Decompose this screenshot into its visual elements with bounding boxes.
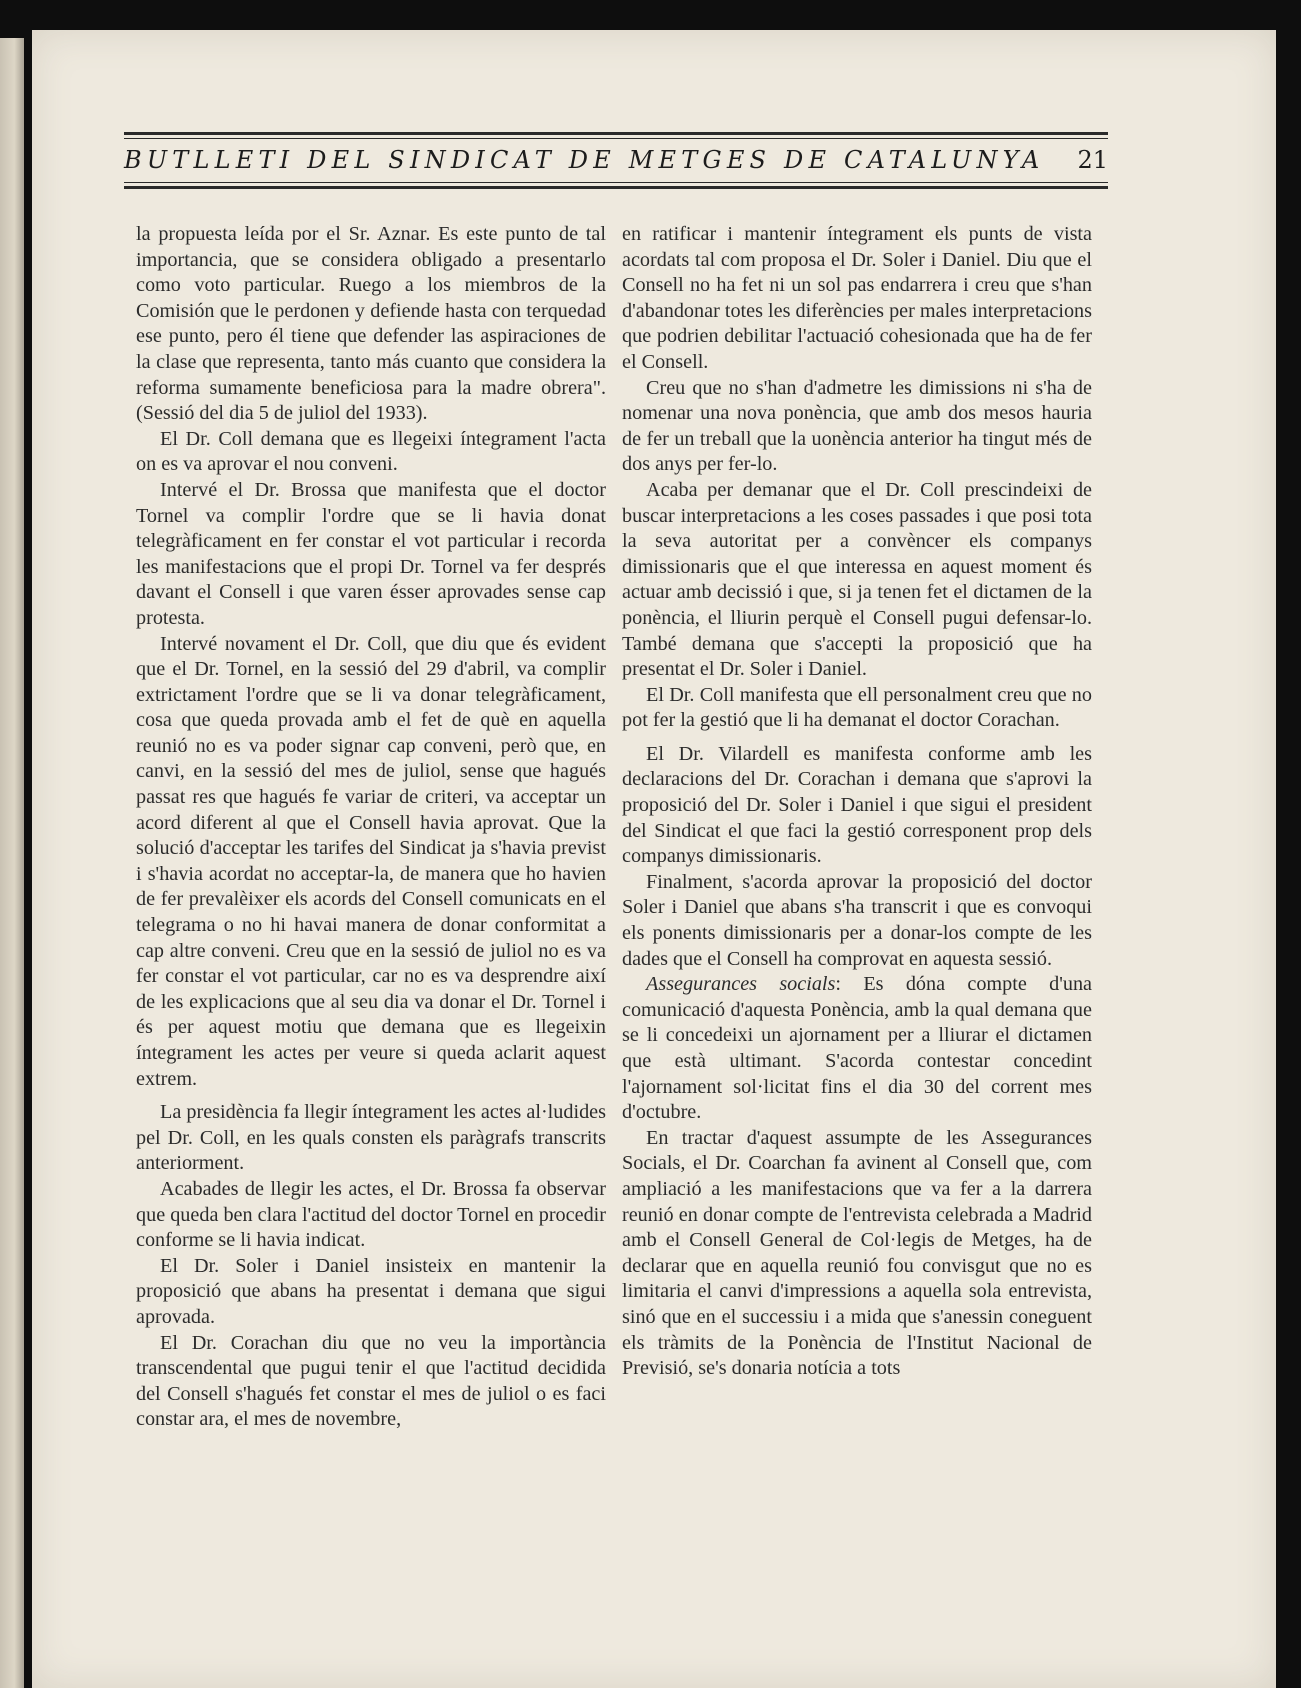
- left-page-edge: [0, 38, 24, 1688]
- paragraph: Creu que no s'han d'admetre les dimissions ni s'ha de nomenar una nova ponència, que amb dos mesos hauria de fer un treball que la uonència anterior ha tingut més de dos anys per fer-lo.: [622, 376, 1092, 476]
- text-column-left: [136, 222, 606, 1512]
- paragraph: Intervé novament el Dr. Coll, que diu que és evident que el Dr. Tornel, en la sessió del 29 d'abril, va complir extrictament l'ordre que se li va donar telegràficament, cosa que queda provada amb el fet de què en aquella reunió no es va poder signar cap conveni, però que, en canvi, en la sessió del mes de juliol, sense que hagués passat res que hagués fe variar de criteri, va acceptar un acord diferent al que el Consell havia aprovat. Que la solució d'acceptar les tarifes del Sindicat ja s'havia previst i s'havia acordat no acceptar-la, de manera que ho havien de fer prevalèixer els acords del Consell comunicats en el telegrama o no hi havai manera de donar conformitat a cap altre conveni. Creu que en la sessió de juliol no es va fer constar el vot particular, car no es va desprendre així de les explicacions que al seu dia va donar el Dr. Tornel i és per aquest motiu que demana que es llegeixin íntegrament les actes per veure si queda aclarit aquest extrem.: [136, 632, 606, 1090]
- paragraph: La presidència fa llegir íntegrament les actes al·ludides pel Dr. Coll, en les quals consten els paràgrafs transcrits anteriorment.: [136, 1101, 606, 1175]
- header-rule-top: [124, 132, 1108, 135]
- paragraph: [622, 972, 1092, 1126]
- paragraph: El Dr. Corachan diu que no veu la importància transcendental que pugui tenir el que l'actitud decidida del Consell s'hagués fet constar el mes de juliol o es faci constar ara, el mes de novembre,: [136, 1331, 606, 1431]
- paragraph: En tractar d'aquest assumpte de les Assegurances Socials, el Dr. Coarchan fa avinent al Consell que, com ampliació a les manifestacions que va fer a la darrera reunió en donar compte de l'entrevista celebrada a Madrid amb el Consell General de Col·legis de Metges, ha de declarar que en aquella reunió fou convisgut que no es limitaria el canvi d'impressions a aquella sola entrevista, sinó que en el successiu i a mida que s'anessin coneguent els tràmits de la Ponència de l'Institut Nacional de Previsió, se's donaria notícia a tots: [622, 1126, 1092, 1380]
- paragraph: en ratificar i mantenir íntegrament els punts de vista acordats tal com proposa el Dr. Soler i Daniel. Diu que el Consell no ha fet ni un sol pas endarrera i creu que s'han d'abandonar totes les diferències per males interpretacions que podrien debilitar l'actuació cohesionada que ha de fer el Consell.: [622, 223, 1093, 373]
- paragraph: Acaba per demanar que el Dr. Coll prescindeixi de buscar interpretacions a les coses passades i que posi tota la seva autoritat per a convèncer els companys dimissionaris que el que interessa en aquest moment és actuar amb decissió i que, si ja tenen fet el dictamen de la ponència, el lliurin perquè el Consell pugui defensar-lo. També demana que s'accepti la proposició que ha presentat el Dr. Soler i Daniel.: [622, 478, 1092, 681]
- paragraph: Acabades de llegir les actes, el Dr. Brossa fa observar que queda ben clara l'actitud del doctor Tornel en procedir conforme se li havia indicat.: [136, 1177, 606, 1252]
- paragraph: la propuesta leída por el Sr. Aznar. Es este punto de tal importancia, que se considera obligado a presentarlo como voto particular. Ruego a los miembros de la Comisión que le perdonen y defiende hasta con terquedad ese punto, pero él tiene que defender las aspiraciones de la clase que representa, tanto más cuanto que considera la reforma sumamente beneficiosa para la madre obrera". (Sessió del dia 5 de juliol del 1933).: [136, 223, 606, 425]
- section-lead-italic: Assegurances socials: [646, 973, 836, 996]
- paragraph: Finalment, s'acorda aprovar la proposició del doctor Soler i Daniel que abans s'ha transcrit i que es convoqui els ponents dimissionaris per a donar-los compte de les dades que el Consell ha comprovat en aquesta sessió.: [622, 870, 1092, 970]
- paragraph: El Dr. Soler i Daniel insisteix en mantenir la proposició que abans ha presentat i demana que sigui aprovada.: [136, 1254, 606, 1328]
- paragraph: Intervé el Dr. Brossa que manifesta que el doctor Tornel va complir l'ordre que se li havia donat telegràficament en fer constar el vot particular i recorda les manifestacions que el propi Dr. Tornel va fer després davant el Consell i que varen ésser aprovades sense cap protesta.: [136, 478, 606, 629]
- paragraph: El Dr. Coll manifesta que ell personalment creu que no pot fer la gestió que li ha demanat el doctor Corachan.: [622, 683, 1092, 732]
- text-column-right: [622, 222, 1092, 1512]
- header-rule-top-thin: [124, 138, 1108, 139]
- header-rule-bottom: [124, 186, 1108, 189]
- running-header: [124, 100, 1108, 192]
- page-number: 21: [1077, 146, 1108, 174]
- header-rule-bottom-thin: [124, 182, 1108, 183]
- paragraph: El Dr. Coll demana que es llegeixi íntegrament l'acta on es va aprovar el nou conveni.: [136, 427, 606, 476]
- paragraph-text: : Es dóna compte d'una comunicació d'aquesta Ponència, amb la qual demana que se li concedeixi un ajornament per a lliurar el dictamen que està ultimant. S'acorda contestar concedint l'ajornament sol·licitat fins el dia 30 del corrent mes d'octubre.: [622, 973, 1092, 1124]
- journal-title: BUTLLETI DEL SINDICAT DE METGES DE CATALUNYA: [124, 146, 1045, 174]
- paragraph: El Dr. Vilardell es manifesta conforme amb les declaracions del Dr. Corachan i demana que s'aprovi la proposició del Dr. Soler i Daniel i que sigui el president del Sindicat el que faci la gestió corresponent prop dels companys dimissionaris.: [622, 742, 1092, 868]
